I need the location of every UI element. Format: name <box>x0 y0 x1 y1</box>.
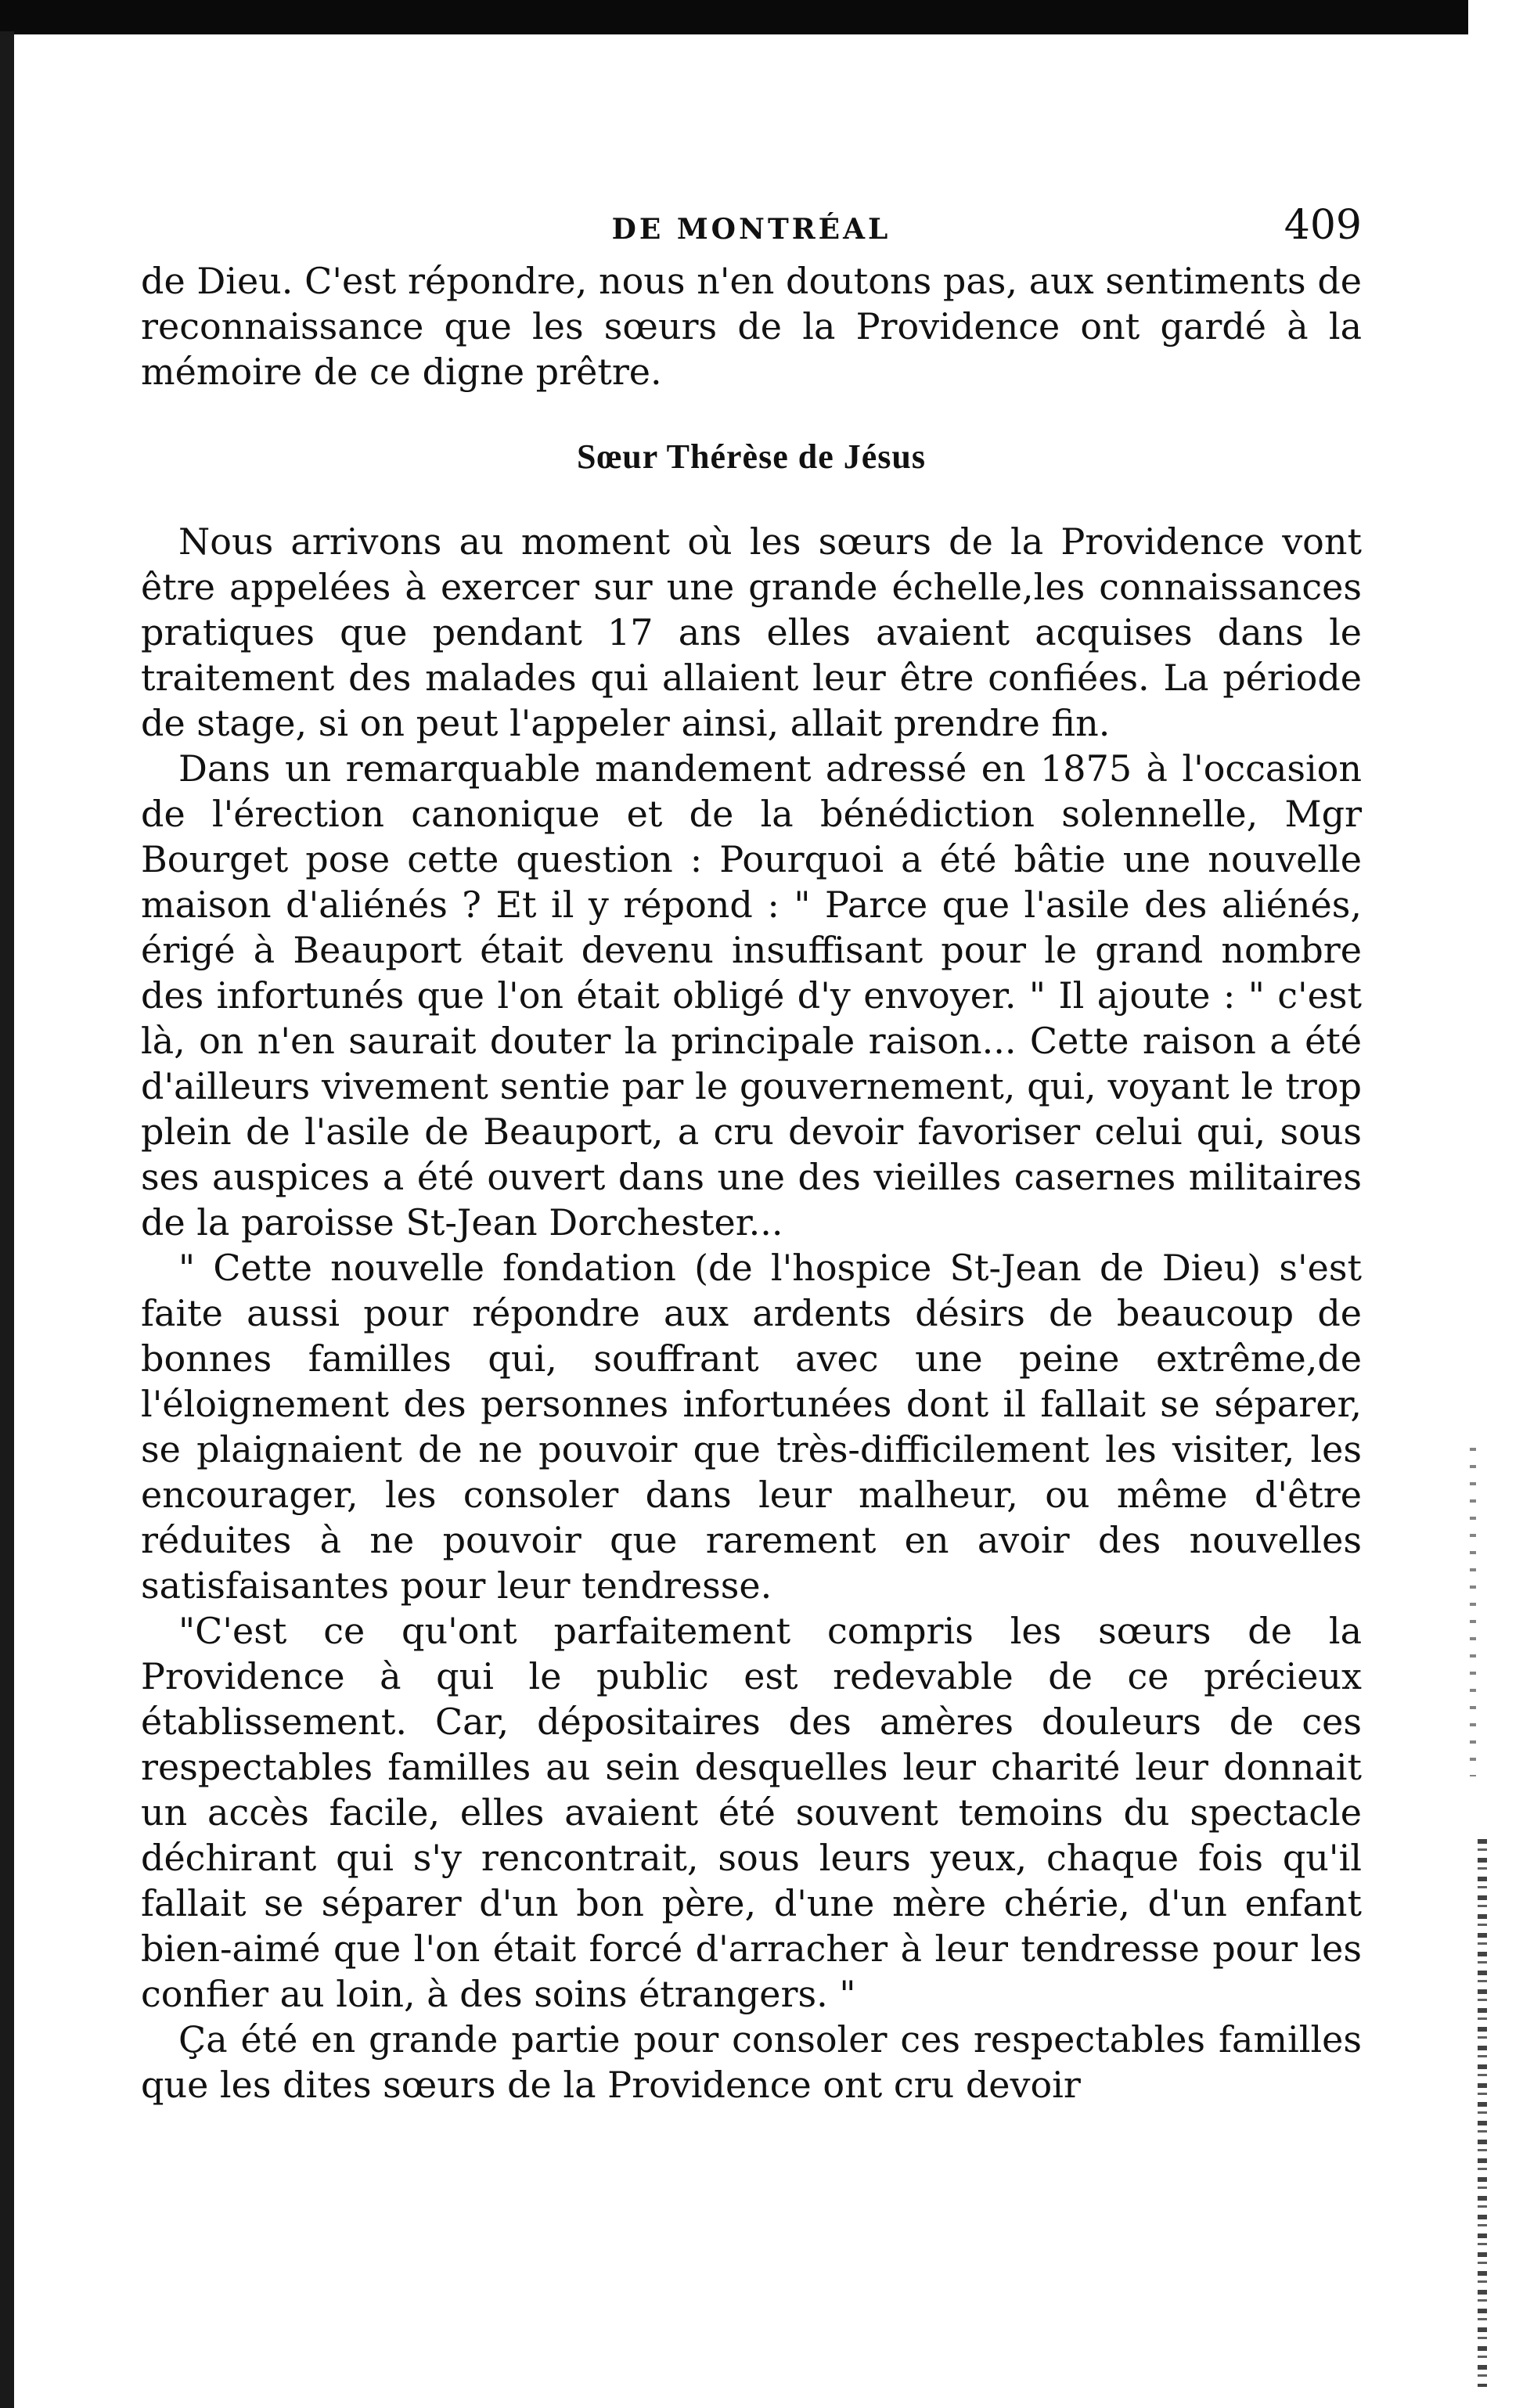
scan-top-border <box>0 0 1468 34</box>
scan-right-specks <box>1470 1448 1476 1776</box>
scan-left-border <box>0 31 14 2408</box>
page-body <box>141 258 1362 2107</box>
page-number: 409 <box>1284 202 1362 249</box>
paragraph: "C'est ce qu'ont parfaitement compris les sœurs de la Providence à qui le public est redevable de ce précieux établissement. Car, dépositaires des amères douleurs de ces respectables familles au sein desquelles leur charité leur donnait un accès facile, elles avaient été souvent temoins du spectacle déchirant qui s'y rencontrait, sous leurs yeux, chaque fois qu'il fallait se séparer d'un bon père, d'une mère chérie, d'un enfant bien-aimé que l'on était forcé d'arracher à leur tendresse pour les confier au loin, à des soins étrangers. " <box>141 1610 1362 2015</box>
paragraph: " Cette nouvelle fondation (de l'hospice St-Jean de Dieu) s'est faite aussi pour répondre aux ardents désirs de beaucoup de bonnes familles qui, souffrant avec une peine extrême,de l'éloignement des personnes infortunées dont il fallait se séparer, se plaignaient de ne pouvoir que très-difficilement les visiter, les encourager, les consoler dans leur malheur, ou même d'être réduites à ne pouvoir que rarement en avoir des nouvelles satisfaisantes pour leur tendresse. <box>141 1247 1362 1607</box>
running-head: DE MONTRÉAL <box>611 213 891 246</box>
section-title: Sœur Thérèse de Jésus <box>577 437 926 476</box>
paragraph: Nous arrivons au moment où les sœurs de la Providence vont être appelées à exercer sur une grande échelle,les connaissances pratiques que pendant 17 ans elles avaient acquises dans le traitement des malades qui allaient leur être confiées. La période de stage, si on peut l'appeler ainsi, allait prendre fin. <box>141 520 1362 744</box>
book-page <box>141 196 1362 2107</box>
opening-paragraph: de Dieu. C'est répondre, nous n'en doutons pas, aux sentiments de reconnaissance que les sœurs de la Providence ont gardé à la mémoire de ce digne prêtre. <box>141 260 1362 393</box>
paragraph: Ça été en grande partie pour consoler ces respectables familles que les dites sœurs de la Providence ont cru devoir <box>141 2018 1362 2106</box>
scan-right-edge <box>1478 1839 1487 2387</box>
paragraph: Dans un remarquable mandement adressé en 1875 à l'occasion de l'érection canonique et de la bénédiction solennelle, Mgr Bourget pose cette question : Pourquoi a été bâtie une nouvelle maison d'aliénés ? Et il y répond : " Parce que l'asile des aliénés, érigé à Beauport était devenu insuffisant pour le grand nombre des infortunés que l'on était obligé d'y envoyer. " Il ajoute : " c'est là, on n'en saurait douter la principale raison... Cette raison a été d'ailleurs vivement sentie par le gouvernement, qui, voyant le trop plein de l'asile de Beauport, a cru devoir favoriser celui qui, sous ses auspices a été ouvert dans une des vieilles casernes militaires de la paroisse St-Jean Dorchester... <box>141 747 1362 1244</box>
page-header <box>141 196 1362 258</box>
